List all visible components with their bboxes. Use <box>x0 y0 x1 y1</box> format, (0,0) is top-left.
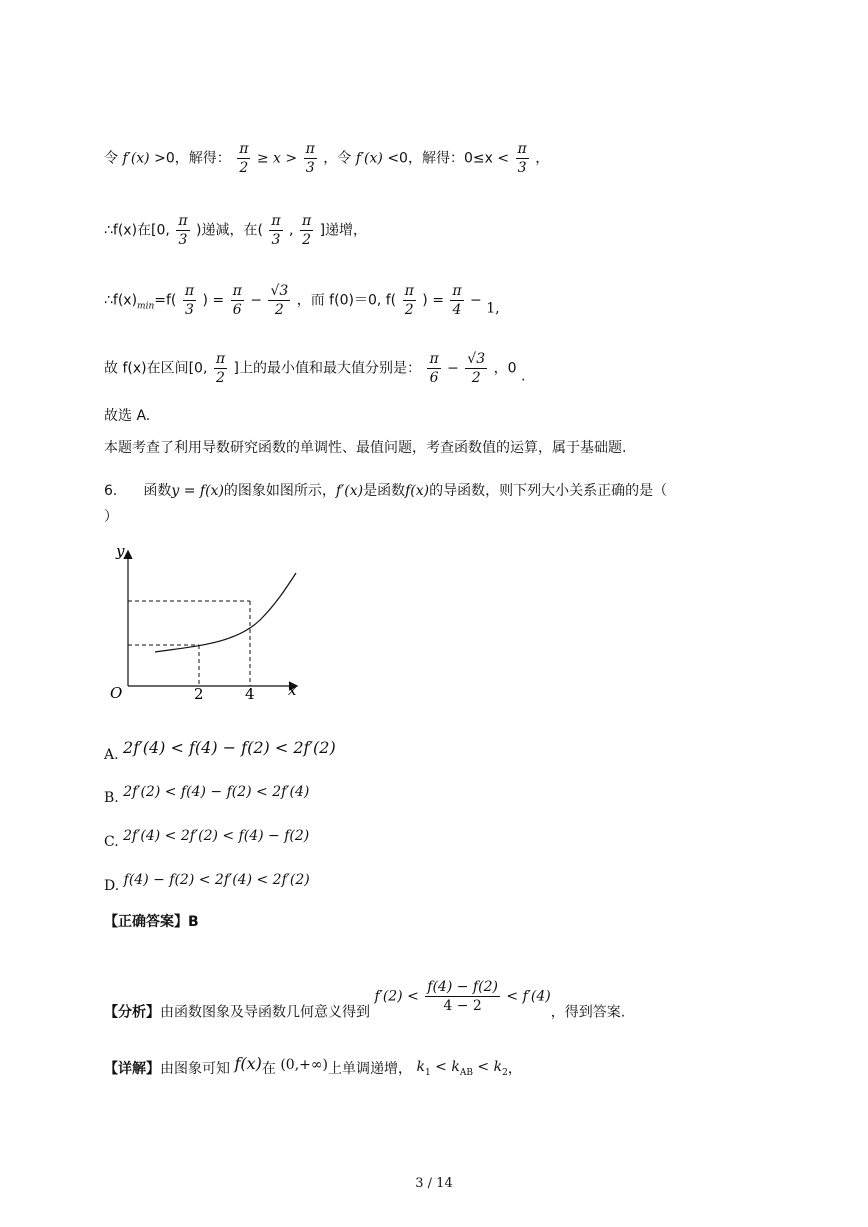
math-y-eq-fx: y = f(x) <box>171 483 224 499</box>
detail-text: 由图象可知 <box>160 1061 230 1077</box>
math-k1: $k_1 < k_{AB} < k_2$ <box>416 1059 508 1078</box>
lt-sign: < <box>497 150 510 167</box>
text: 1, <box>486 300 500 317</box>
fraction-pi-over-6: $\frac{\pi}{6}$ <box>429 351 439 386</box>
text: , <box>289 222 294 239</box>
option-b <box>104 782 309 808</box>
solution-line-5: 故选 A. <box>104 408 151 424</box>
text: ， <box>535 150 550 167</box>
math-fprime: f′(x) <box>122 150 150 167</box>
question-number: 6. <box>104 483 118 499</box>
eq-sign: = <box>432 292 444 309</box>
geq-sign: ≥ <box>256 150 269 167</box>
text: ，0 <box>493 360 517 377</box>
text: 的图象如图所示， <box>223 483 336 499</box>
answer-value: B <box>188 914 199 930</box>
option-expression: 2f′(2) < f(4) − f(2) < 2f′(4) <box>123 784 310 800</box>
subscript-min: min <box>137 301 155 312</box>
analysis-label: 【分析】 <box>104 1004 160 1021</box>
fraction-pi-over-2: $\frac{\pi}{2}$ <box>301 213 312 248</box>
math-fprime: f′(x) <box>335 483 364 499</box>
eq-sign: = <box>212 292 225 309</box>
solution-line-1 <box>104 140 549 177</box>
fraction-pi-over-2: $\frac{\pi}{2}$ <box>239 141 249 176</box>
text: 函数 <box>143 483 172 499</box>
analysis-expr-right: < f′(4) <box>506 988 551 1005</box>
detail <box>104 1054 522 1083</box>
text: 故 f(x)在区间[0, <box>104 360 208 377</box>
option-c <box>104 826 309 852</box>
option-label: D. <box>104 878 120 894</box>
function-curve <box>155 573 296 652</box>
text: ） <box>104 509 118 525</box>
math-fx: f(x) <box>234 1054 262 1073</box>
fraction-pi-over-3: $\frac{\pi}{3}$ <box>517 141 527 176</box>
origin-label: O <box>110 684 123 702</box>
option-expression: 2f′(4) < 2f′(2) < f(4) − f(2) <box>123 828 310 844</box>
solution-line-4 <box>104 350 525 387</box>
fraction-pi-over-3: $\frac{\pi}{3}$ <box>271 213 281 248</box>
minus-sign: − <box>470 292 482 309</box>
fraction-sqrt3-over-2: $\frac{√3}{2}$ <box>467 351 486 386</box>
detail-text: 在 <box>261 1061 276 1077</box>
text: =f( <box>154 292 177 309</box>
minus-sign: − <box>250 292 262 309</box>
gt-sign: > <box>285 150 298 167</box>
detail-text-end: ， <box>507 1061 522 1077</box>
text: ∴f(x)在[0, <box>104 222 170 239</box>
detail-text: 上单调递增， <box>328 1061 413 1077</box>
text: 是函数 <box>363 483 406 499</box>
answer-label: 【正确答案】 <box>104 914 188 930</box>
analysis-expr-left: f′(2) < <box>374 988 419 1005</box>
text: ]上的最小值和最大值分别是： <box>233 360 421 377</box>
detail-label: 【详解】 <box>104 1061 160 1077</box>
minus-sign: − <box>447 360 459 377</box>
option-expression: f(4) − f(2) < 2f′(4) < 2f′(2) <box>123 872 310 888</box>
text: ，而 f(0)＝0, f( <box>296 292 397 309</box>
text: 令 <box>104 150 118 167</box>
option-a <box>104 738 336 765</box>
analysis-text: 由函数图象及导函数几何意义得到 <box>160 1004 370 1021</box>
fraction-difference-quotient: $\frac{f(4) - f(2)}{4 - 2}$ <box>427 979 498 1014</box>
option-expression: 2f′(4) < f(4) − f(2) < 2f′(2) <box>123 738 336 757</box>
option-label: A. <box>104 747 119 763</box>
var-x: x <box>273 150 281 167</box>
option-label: B. <box>104 790 119 806</box>
solution-line-2 <box>104 212 367 249</box>
text: ) <box>422 292 428 309</box>
fraction-sqrt3-over-2: $\frac{√3}{2}$ <box>270 283 289 318</box>
interval: (0,+∞) <box>280 1057 329 1073</box>
math-fprime: f′(x) <box>355 150 383 167</box>
fraction-pi-over-3: $\frac{\pi}{3}$ <box>184 283 195 318</box>
text: . <box>520 368 526 385</box>
solution-line-3 <box>104 282 500 319</box>
text: <0，解得：0≤x <box>387 150 493 167</box>
text: )递减，在( <box>195 222 263 239</box>
analysis <box>104 978 625 1023</box>
fraction-pi-over-6: $\frac{\pi}{6}$ <box>232 283 242 318</box>
text: ]递增， <box>319 222 368 239</box>
text: ) <box>202 292 208 309</box>
page-number: 3 / 14 <box>415 1176 453 1191</box>
text: ∴f(x) <box>104 292 138 309</box>
fraction-pi-over-2: $\frac{\pi}{2}$ <box>404 283 414 318</box>
solution-summary: 本题考查了利用导数研究函数的单调性、最值问题，考查函数值的运算，属于基础题. <box>104 440 627 456</box>
math-fx: f(x) <box>405 483 430 499</box>
analysis-text-end: ，得到答案. <box>550 1004 626 1021</box>
x-axis-label: x <box>288 681 297 699</box>
text: >0，解得： <box>154 150 231 167</box>
y-axis-label: y <box>116 542 125 560</box>
tick-label-2: 2 <box>194 685 204 703</box>
text: 的导函数，则下列大小关系正确的是（ <box>429 483 668 499</box>
question-6-stem <box>104 478 784 530</box>
fraction-pi-over-3: $\frac{\pi}{3}$ <box>305 141 315 176</box>
tick-label-4: 4 <box>245 685 255 703</box>
fraction-pi-over-4: $\frac{\pi}{4}$ <box>452 283 462 318</box>
fraction-pi-over-2: $\frac{\pi}{2}$ <box>215 351 226 386</box>
option-label: C. <box>104 834 119 850</box>
function-graph <box>100 540 310 710</box>
correct-answer <box>104 912 199 932</box>
fraction-pi-over-3: $\frac{\pi}{3}$ <box>178 213 188 248</box>
option-d <box>104 870 310 896</box>
text: ，令 <box>323 150 352 167</box>
